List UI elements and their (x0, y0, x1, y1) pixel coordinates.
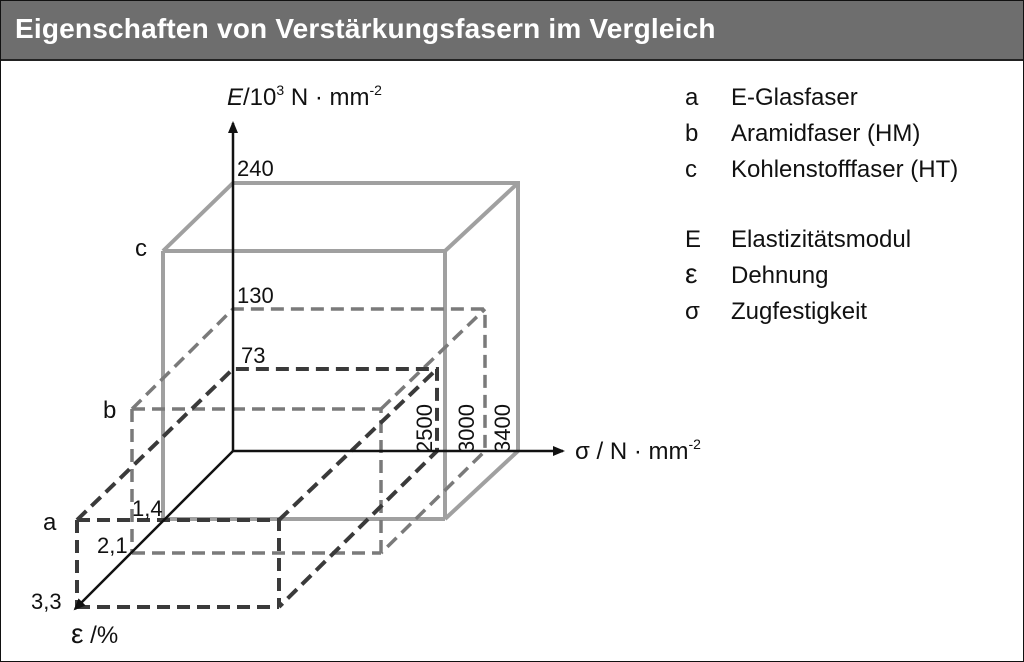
page-title: Eigenschaften von Verstärkungsfasern im Vergleich (15, 13, 716, 44)
e-axis-label: $E/10^3$ $N \cdot mm^{-2}$ (227, 82, 382, 111)
fiber-comparison-diagram (1, 1, 1023, 661)
legend-key: a (685, 84, 699, 111)
legend-key: c (685, 156, 697, 183)
legend-text: Aramidfaser (HM) (731, 120, 921, 147)
legend-text: Dehnung (731, 262, 829, 289)
e-value-b: 130 (237, 283, 274, 308)
legend-text: Kohlenstofffaser (HT) (731, 156, 959, 183)
legend-key: E (685, 226, 702, 253)
legend (685, 84, 958, 325)
legend-key: ε (685, 258, 698, 289)
e-value-c: 240 (237, 156, 274, 181)
sigma-value-b: 3000 (454, 404, 479, 453)
legend-text: Zugfestigkeit (731, 298, 868, 325)
box-letter-b: b (103, 397, 117, 424)
legend-key: σ (685, 298, 700, 325)
epsilon-value-c: 1,4 (132, 496, 163, 521)
box-letter-a: a (43, 509, 57, 536)
epsilon-value-a: 3,3 (31, 589, 62, 614)
sigma-value-a: 2500 (412, 404, 437, 453)
sigma-axis-label: $\sigma / N \cdot mm^{-2}$ (575, 436, 701, 465)
epsilon-axis (75, 451, 233, 609)
box-letter-c: c (135, 235, 147, 262)
e-value-a: 73 (241, 343, 266, 368)
legend-text: E-Glasfaser (731, 84, 858, 111)
epsilon-value-b: 2,1 (97, 533, 128, 558)
legend-key: b (685, 120, 699, 147)
legend-text: Elastizitätsmodul (731, 226, 912, 253)
epsilon-axis-label: ε /% (71, 618, 119, 649)
sigma-value-c: 3400 (490, 404, 515, 453)
